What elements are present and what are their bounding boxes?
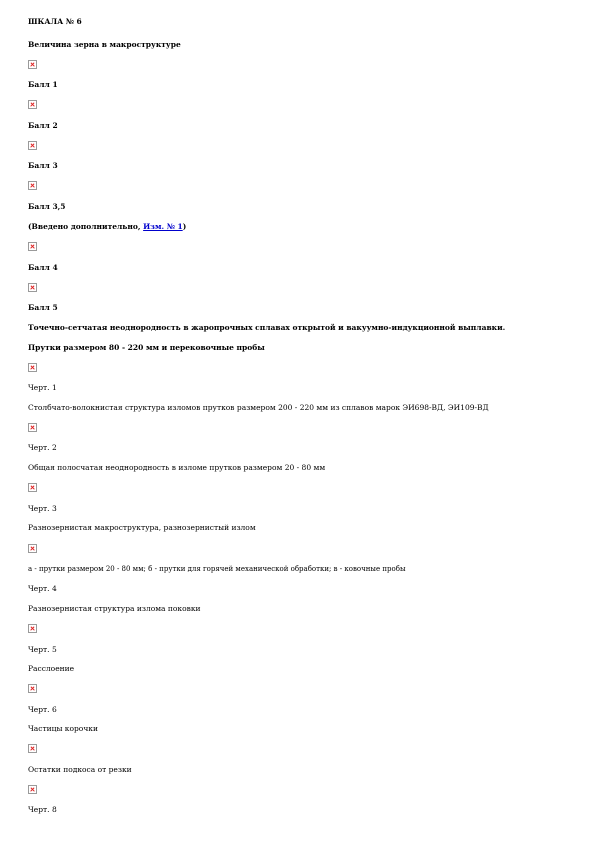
point-4-label: Балл 4 xyxy=(28,263,58,272)
figure-caption-1: Черт. 1 xyxy=(28,383,57,392)
scale-title: ШКАЛА № 6 xyxy=(28,17,82,26)
figure-caption-3: Черт. 3 xyxy=(28,504,57,513)
scale-subtitle: Величина зерна в макроструктуре xyxy=(28,40,181,49)
paragraph-9: Частицы корочки xyxy=(28,724,98,733)
point-5-label: Балл 5 xyxy=(28,303,58,312)
paragraph-4: Общая полосчатая неоднородность в изломе прутков размером 20 - 80 мм xyxy=(28,463,326,472)
broken-image-icon xyxy=(28,544,37,553)
broken-image-icon xyxy=(28,363,37,372)
broken-image-icon xyxy=(28,283,37,292)
point-2-label: Балл 2 xyxy=(28,121,58,130)
figure-caption-2: Черт. 2 xyxy=(28,443,57,452)
paragraph-8: Расслоение xyxy=(28,664,75,673)
point-3-5-label: Балл 3,5 xyxy=(28,202,66,211)
broken-image-icon xyxy=(28,744,37,753)
paragraph-10: Остатки подкоса от резки xyxy=(28,765,132,774)
amendment-link[interactable]: Изм. № 1 xyxy=(143,222,183,231)
point-1-label: Балл 1 xyxy=(28,80,58,89)
broken-image-icon xyxy=(28,423,37,432)
paragraph-3: Столбчато-волокнистая структура изломов прутков размером 200 - 220 мм из сплавов марок ЭИ698-ВД, ЭИ109-ВД xyxy=(28,403,489,412)
broken-image-icon xyxy=(28,785,37,794)
broken-image-icon xyxy=(28,60,37,69)
paragraph-5: Разнозернистая макроструктура, разнозернистый излом xyxy=(28,523,256,532)
figure-caption-8: Черт. 8 xyxy=(28,805,57,814)
broken-image-icon xyxy=(28,100,37,109)
paragraph-1: Точечно-сетчатая неоднородность в жаропрочных сплавах открытой и вакуумно-индукционной выплавки. xyxy=(28,323,506,332)
paragraph-7: Разнозернистая структура излома поковки xyxy=(28,604,201,613)
amendment-prefix: (Введено дополнительно, xyxy=(28,222,144,231)
broken-image-icon xyxy=(28,181,37,190)
broken-image-icon xyxy=(28,242,37,251)
broken-image-icon xyxy=(28,141,37,150)
broken-image-icon xyxy=(28,483,37,492)
amendment-note xyxy=(28,222,186,232)
figure-caption-6: Черт. 6 xyxy=(28,705,57,714)
figure-caption-5: Черт. 5 xyxy=(28,645,57,654)
broken-image-icon xyxy=(28,684,37,693)
point-3-label: Балл 3 xyxy=(28,161,58,170)
paragraph-6: а - прутки размером 20 - 80 мм; б - прутки для горячей механической обработки; в - ковочные пробы xyxy=(28,565,406,573)
paragraph-2: Прутки размером 80 - 220 мм и перековочные пробы xyxy=(28,343,265,352)
amendment-suffix: ) xyxy=(182,222,187,231)
figure-caption-4: Черт. 4 xyxy=(28,584,57,593)
broken-image-icon xyxy=(28,624,37,633)
